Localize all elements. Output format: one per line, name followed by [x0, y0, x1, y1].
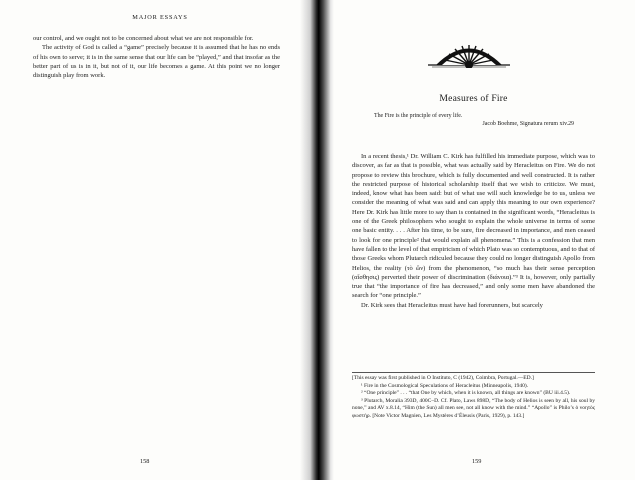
- paragraph: The activity of God is called a “game” precisely because it is assumed that he has no ends of his own to serve; it is in the same sense that our life can be “played,” and that insofar as the better part of us is in it, but not of it, our life becomes a game. At this point we no longer distinguish play from work.: [33, 44, 280, 80]
- footnote: ¹ Fire in the Cosmological Speculations of Heracleitus (Minneapolis, 1940).: [361, 382, 529, 389]
- paragraph: our control, and we ought not to be concerned about what we are not responsible for.: [33, 35, 254, 42]
- chapter-title: Measures of Fire: [439, 93, 508, 104]
- epigraph-source: Jacob Boehme, Signatura rerum xiv.29: [482, 121, 574, 128]
- page-number-right: 159: [472, 458, 482, 465]
- paragraph: In a recent thesis,¹ Dr. William C. Kirk has fulfilled his immediate purpose, which was to discover, as far as that is possible, what was actually said by Heracleitus on Fire. We do not propose to review this brochure, which is fully documented and well constructed. It is rather the restricted purpose of historical scholarship itself that we wish to criticize. We must, indeed, know what has been said: but of what use will such knowledge be to us, unless we consider the meaning of what was said and can apply this meaning to our own experience? Here Dr. Kirk has little more to say than is contained in the significant words, “Heracleitus is one of the Greek philosophers who sought to explain the whole universe in terms of some one basic entity. . . . After his time, to be sure, fire decreased in importance, and men ceased to look for one principle² that would explain all phenomena.” This is a confession that men have fallen to the level of that empiricism of which Plato was so contemptuous, and to that of those Greeks whom Plutarch ridiculed because they could no longer distinguish Apollo from Helios, the reality (τὸ ὤν) from the phenomenon, “so much has their sense perception (αἴσθησις) perverted their power of discrimination (διάνοια).”³ It is, however, only partially true that “the importance of fire has decreased,” and only some men have abandoned the search for “one principle.”: [352, 153, 595, 300]
- paragraph: Dr. Kirk sees that Heracleitus must have had forerunners, but scarcely: [361, 301, 543, 309]
- footnote: [This essay was first published in O Instituto, C (1942), Coimbra, Portugal.—ED.]: [352, 375, 534, 381]
- running-head: MAJOR ESSAYS: [132, 14, 188, 21]
- footnote-rule: [352, 372, 595, 373]
- epigraph-quote: The Fire is the principle of every life.: [374, 113, 463, 119]
- chapter-ornament-icon: [428, 36, 510, 68]
- footnote: ² “One principle” . . . “that One by which, when it is known, all things are known” (BU iii.4.5).: [361, 390, 571, 396]
- footnote: ³ Plutarch, Moralia 393D, 400C–D. Cf. Plato, Laws 898D, “The body of Helios is seen by all, his soul by none,” and AV x.8.14, “Him (the Sun) all men see, not all know with the mind.” “Apollo” is Philo’s ὁ νοητὸς φωστήρ. [Note Victor Magnien, Les Mystères d’Éleusis (Paris, 1929), p. 143.]: [352, 397, 595, 419]
- right-body-text: [352, 152, 595, 310]
- book-gutter: [300, 0, 334, 480]
- page-number-left: 158: [140, 458, 150, 465]
- footnotes: [352, 375, 595, 420]
- epigraph: [374, 112, 574, 128]
- left-body-text: [33, 34, 280, 80]
